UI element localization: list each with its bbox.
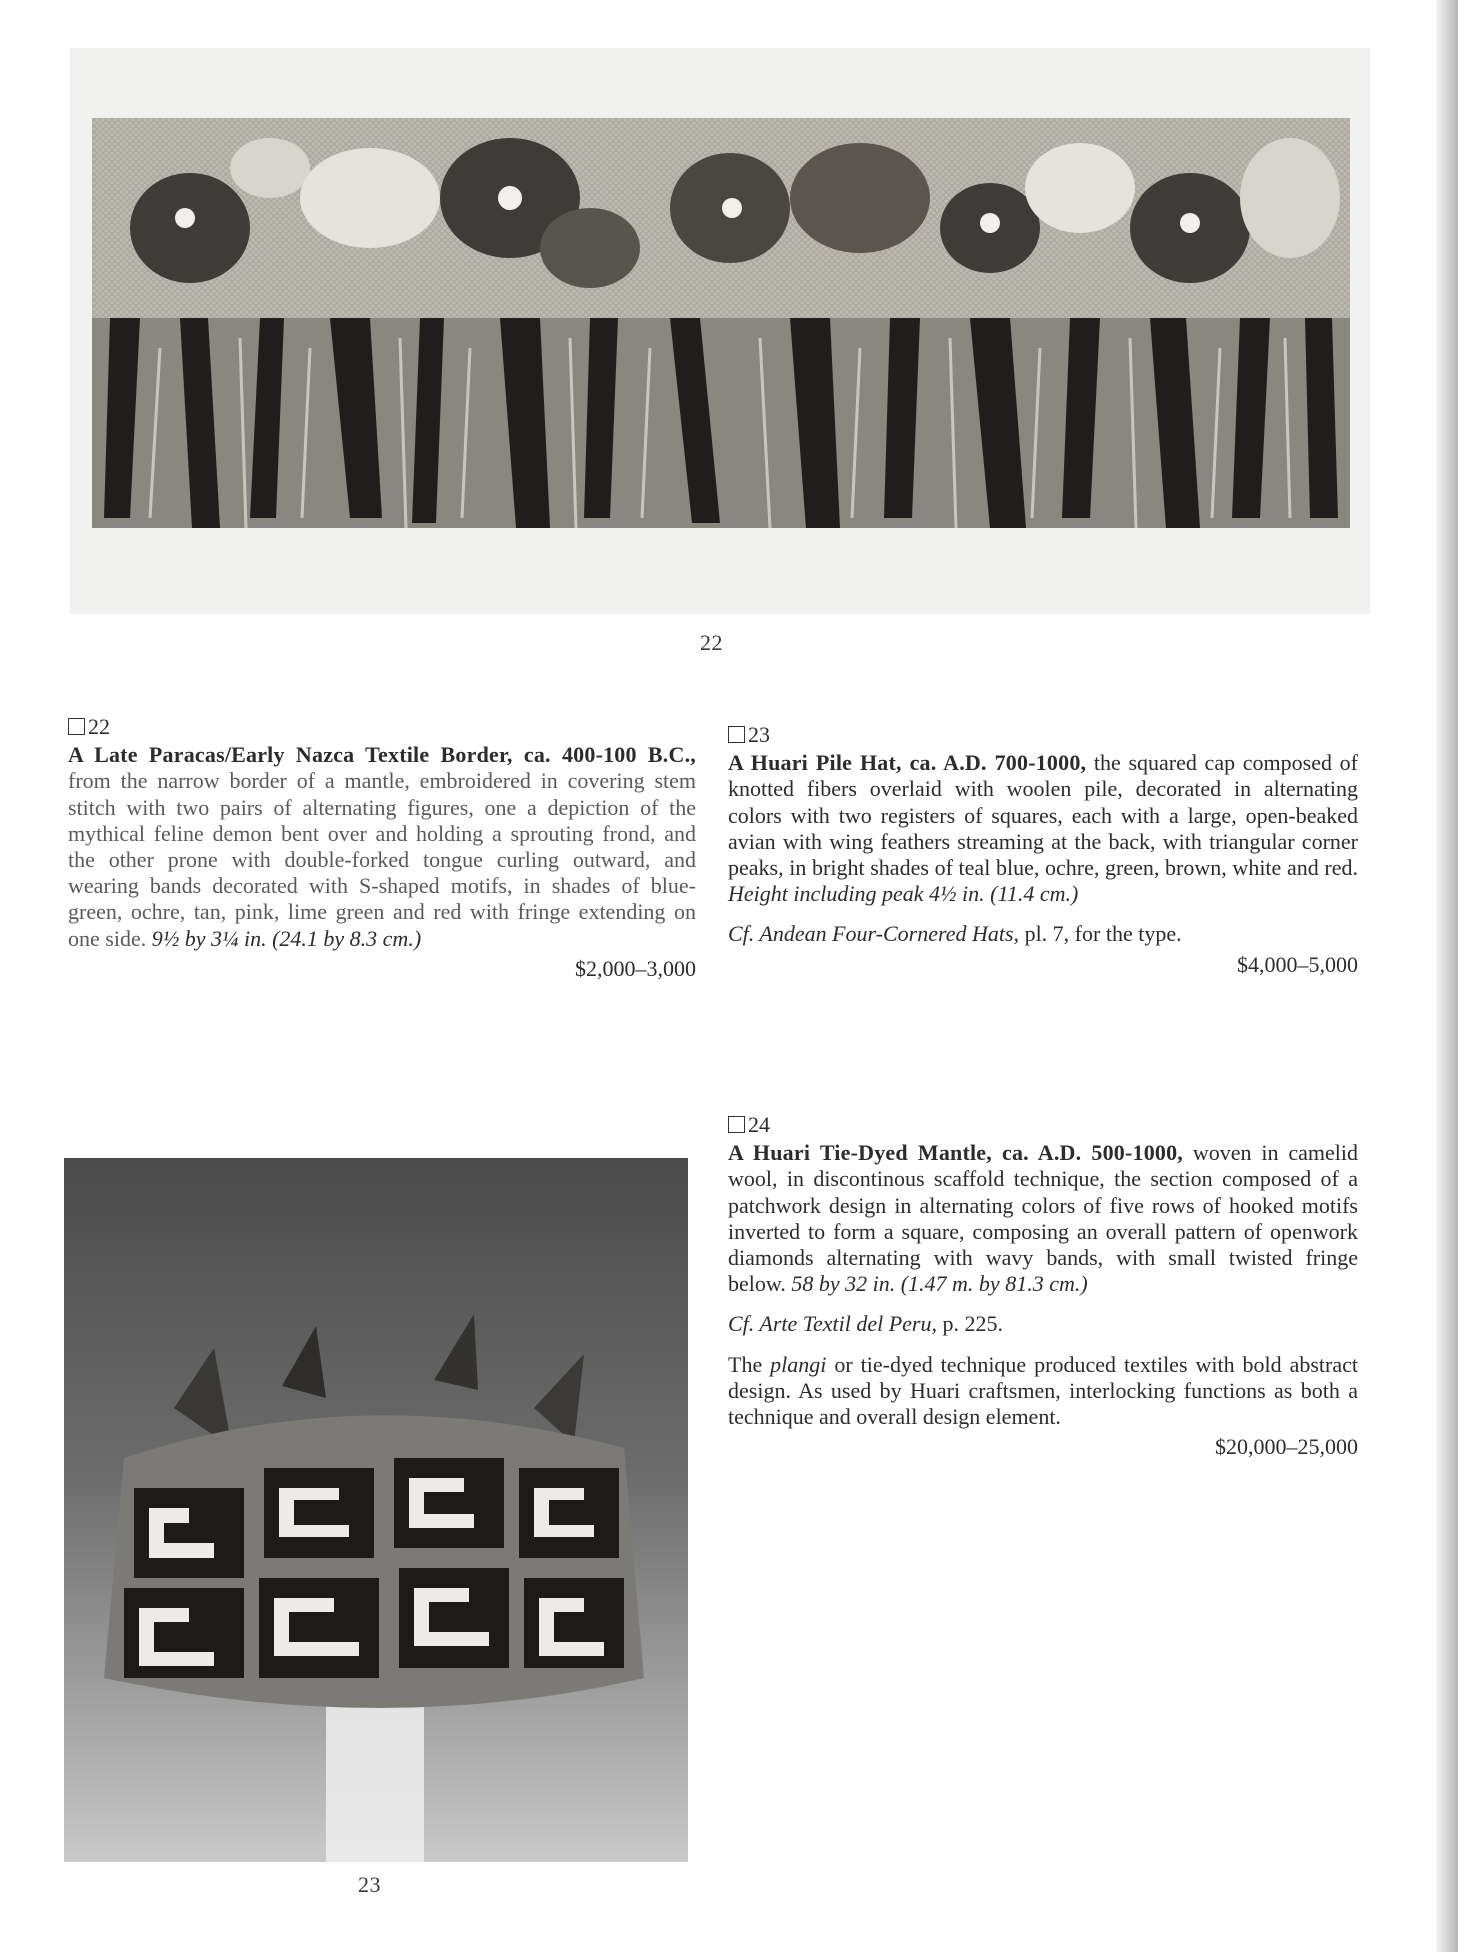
lot-23-estimate: $4,000–5,000 (1237, 951, 1358, 977)
checkbox-icon[interactable] (68, 718, 85, 735)
plate-number-23: 23 (358, 1872, 381, 1897)
lot-22-title: A Late Paracas/Early Nazca Textile Border, ca. 400-100 B.C., (68, 742, 696, 768)
pile-hat-image (64, 1158, 688, 1862)
page-edge-shadow (1436, 0, 1458, 1952)
lot-23-title: A Huari Pile Hat, ca. A.D. 700-1000, (728, 750, 1087, 776)
lot-22-description: from the narrow border of a mantle, embroidered in covering stem stitch with two pairs of alternating figures, one a depiction of the mythical feline demon bent over and holding a sprouting frond, and the other prone with double-forked tongue curling outward, and wearing bands decorated with S-shaped motifs, in shades of blue-green, ochre, tan, pink, lime green and red with fringe extending on one side. (68, 768, 696, 951)
lot-23-dimensions: Height including peak 4½ in. (11.4 cm.) (728, 881, 1079, 907)
spacer (728, 1297, 1358, 1311)
lot-24-estimate: $20,000–25,000 (1215, 1434, 1358, 1460)
lot-number-24: 24 (728, 1112, 1358, 1138)
plate-number-22: 22 (700, 630, 723, 655)
lot-22-dimensions: 9½ by 3¼ in. (24.1 by 8.3 cm.) (146, 925, 422, 951)
pile-hat-photo (64, 1158, 688, 1862)
lot-23-reference: Cf. Andean Four-Cornered Hats, pl. 7, for the type. (728, 921, 1182, 947)
lot-23-description: the squared cap composed of knotted fibers overlaid with woolen pile, decorated in alternating colors with two registers of squares, each with a large, open-beaked avian with wing feathers streaming at the back, with triangular corner peaks, in bright shades of teal blue, ochre, green, brown, white and red. (728, 750, 1358, 881)
lot-24-dimensions: 58 by 32 in. (1.47 m. by 81.3 cm.) (785, 1271, 1088, 1297)
spacer (728, 907, 1358, 921)
spacer (728, 1338, 1358, 1352)
lot-24-entry (728, 1112, 1358, 1460)
textile-border-photo (70, 48, 1370, 614)
textile-border-image (70, 48, 1370, 614)
lot-23-entry (728, 722, 1358, 978)
lot-22-estimate: $2,000–3,000 (575, 955, 696, 981)
checkbox-icon[interactable] (728, 726, 745, 743)
lot-24-reference: Cf. Arte Textil del Peru, p. 225. (728, 1311, 1003, 1337)
lot-24-title: A Huari Tie-Dyed Mantle, ca. A.D. 500-1000, (728, 1140, 1184, 1166)
checkbox-icon[interactable] (728, 1116, 745, 1133)
lot-number-23: 23 (728, 722, 1358, 748)
lot-22-entry (68, 714, 696, 982)
lot-24-note: The plangi or tie-dyed technique produced textiles with bold abstract design. As used by Huari craftsmen, interlocking functions as both a technique and overall design element. (728, 1351, 1359, 1430)
lot-24-description: woven in camelid wool, in discontinous scaffold technique, the section composed of a patchwork design in alternating colors of five rows of hooked motifs inverted to form a square, composing an overall pattern of openwork diamonds alternating with wavy bands, with small twisted fringe below. (728, 1140, 1358, 1297)
lot-number-22: 22 (68, 714, 696, 740)
